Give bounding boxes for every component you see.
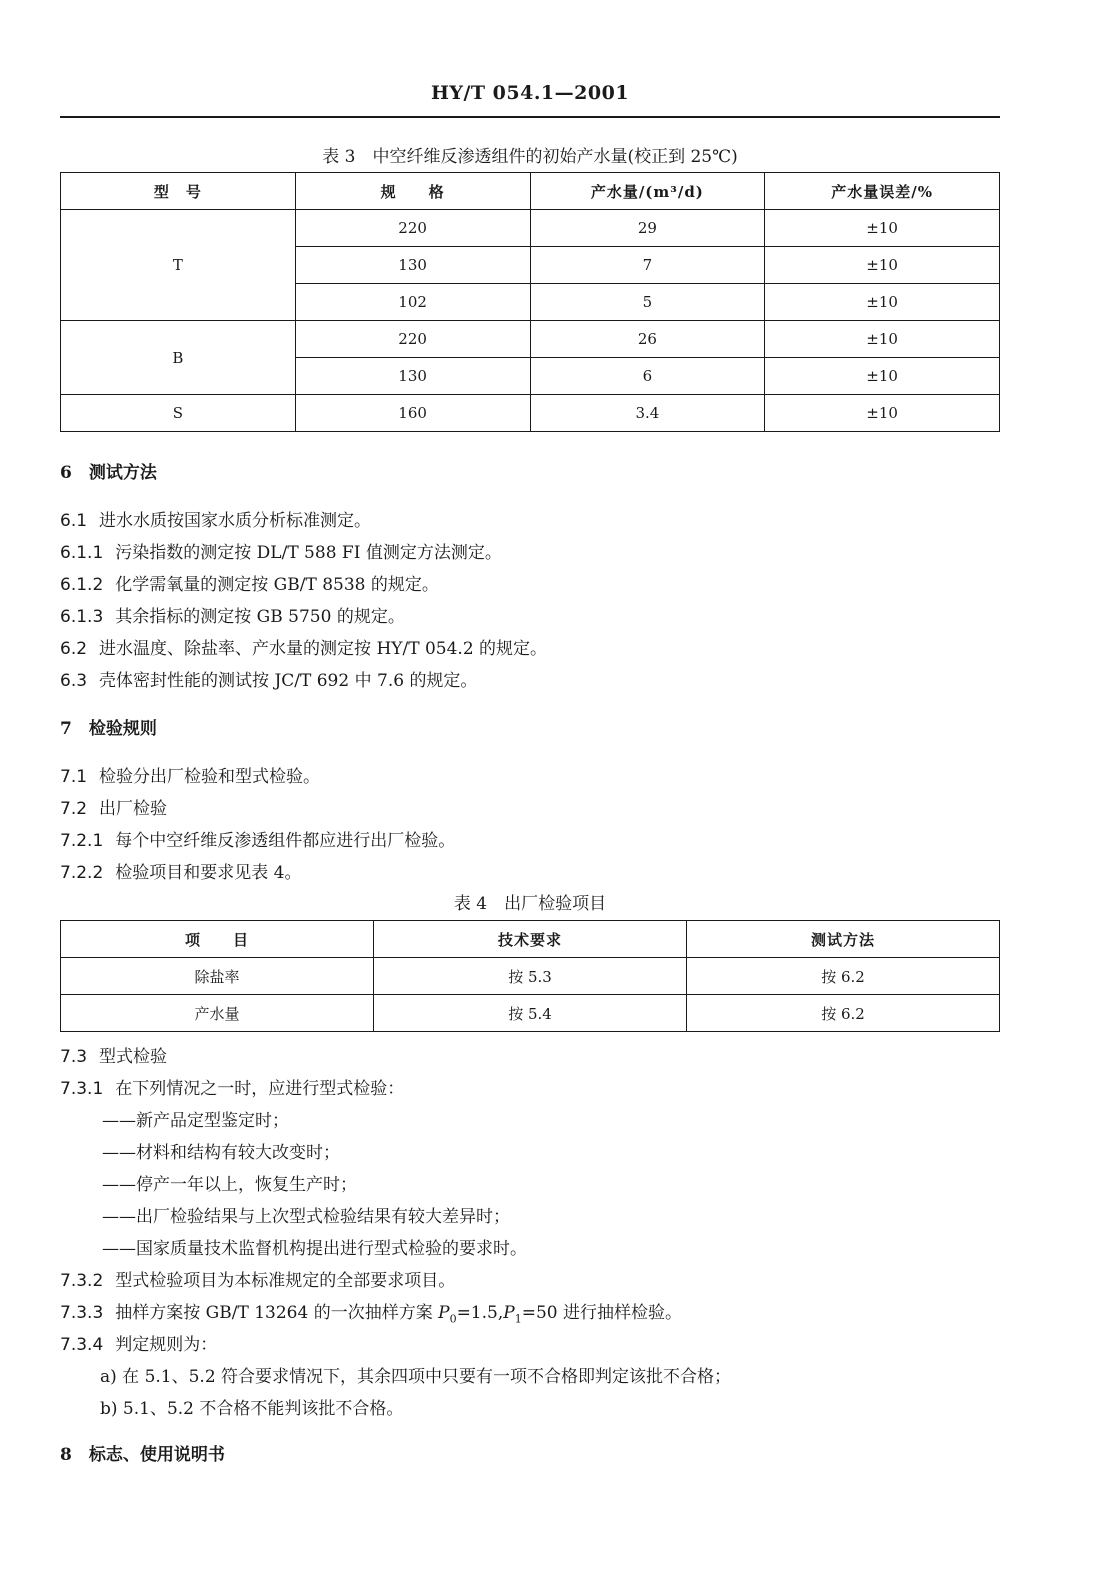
section-6-title: 6 测试方法 [60, 463, 157, 483]
table4 [60, 920, 1000, 1032]
clause-text-c: =50 进行抽样检验。 [521, 1303, 682, 1323]
clause-text: 进水温度、除盐率、产水量的测定按 HY/T 054.2 的规定。 [99, 639, 548, 659]
clause-num: 7.2 [60, 799, 88, 819]
table3-cell: 6 [530, 358, 765, 395]
clause-7-3-2 [60, 1266, 455, 1291]
table3-caption: 表 3 中空纤维反渗透组件的初始产水量(校正到 25℃) [322, 147, 738, 167]
table3-cell: 5 [530, 284, 765, 321]
table4-cell: 除盐率 [61, 958, 374, 995]
table4-cell: 按 6.2 [687, 958, 1000, 995]
var-p1-sub: 1 [514, 1312, 522, 1326]
table3-col-model: 型 号 [61, 173, 296, 210]
table4-caption: 表 4 出厂检验项目 [453, 894, 607, 914]
clause-num: 7.2.1 [60, 831, 104, 851]
clause-text: 型式检验 [99, 1047, 168, 1067]
clause-text: 其余指标的测定按 GB 5750 的规定。 [115, 607, 405, 627]
clause-text: 判定规则为： [115, 1335, 218, 1355]
table3-cell: 130 [295, 247, 530, 284]
table4-col-item: 项 目 [61, 921, 374, 958]
clause-text: 在下列情况之一时，应进行型式检验： [115, 1079, 405, 1099]
clause-7-3-3 [60, 1298, 682, 1325]
clause-7-1 [60, 762, 320, 787]
bullet-item: ——新产品定型鉴定时； [102, 1111, 289, 1131]
table3-cell: 3.4 [530, 395, 765, 432]
table4-col-method: 测试方法 [687, 921, 1000, 958]
table4-cell: 按 5.3 [374, 958, 687, 995]
clause-text: 化学需氧量的测定按 GB/T 8538 的规定。 [115, 575, 439, 595]
clause-6-2 [60, 634, 547, 659]
clause-num: 7.1 [60, 767, 88, 787]
bullet-item: ——停产一年以上，恢复生产时； [102, 1175, 357, 1195]
clause-num: 6.1.1 [60, 543, 104, 563]
clause-text: 每个中空纤维反渗透组件都应进行出厂检验。 [115, 831, 456, 851]
clause-text: 壳体密封性能的测试按 JC/T 692 中 7.6 的规定。 [99, 671, 478, 691]
clause-num: 7.3.1 [60, 1079, 104, 1099]
var-p0-sub: 0 [449, 1312, 457, 1326]
table3-cell: ±10 [765, 358, 1000, 395]
table3 [60, 172, 1000, 432]
clause-6-1-2 [60, 570, 439, 595]
clause-text: 检验项目和要求见表 4。 [115, 863, 302, 883]
table4-col-req: 技术要求 [374, 921, 687, 958]
table3-cell: ±10 [765, 395, 1000, 432]
table3-cell: ±10 [765, 247, 1000, 284]
table3-model-b: B [61, 321, 296, 395]
table3-cell: 220 [295, 210, 530, 247]
clause-6-1-3 [60, 602, 405, 627]
table3-header-row [61, 173, 1000, 210]
table-row [61, 321, 1000, 358]
bullet-item: ——出厂检验结果与上次型式检验结果有较大差异时； [102, 1207, 510, 1227]
table3-model-s: S [61, 395, 296, 432]
table-row [61, 210, 1000, 247]
table3-col-flow: 产水量/(m³/d) [530, 173, 765, 210]
table4-header-row [61, 921, 1000, 958]
table3-cell: 130 [295, 358, 530, 395]
clause-num: 6.1.2 [60, 575, 104, 595]
clause-num: 7.3 [60, 1047, 88, 1067]
clause-6-1-1 [60, 538, 502, 563]
table3-cell: 29 [530, 210, 765, 247]
clause-num: 6.3 [60, 671, 88, 691]
rule-a: a) 在 5.1、5.2 符合要求情况下，其余四项中只要有一项不合格即判定该批不合格； [100, 1367, 732, 1387]
clause-text-b: =1.5, [456, 1303, 504, 1323]
clause-text: 型式检验项目为本标准规定的全部要求项目。 [115, 1271, 456, 1291]
table3-cell: 102 [295, 284, 530, 321]
table3-col-spec: 规 格 [295, 173, 530, 210]
bullet-item: ——材料和结构有较大改变时； [102, 1143, 340, 1163]
clause-num: 6.1.3 [60, 607, 104, 627]
table3-cell: 7 [530, 247, 765, 284]
clause-6-3 [60, 666, 477, 691]
table4-cell: 按 6.2 [687, 995, 1000, 1032]
var-p1: P [503, 1303, 515, 1323]
table4-cell: 产水量 [61, 995, 374, 1032]
bullet-item: ——国家质量技术监督机构提出进行型式检验的要求时。 [102, 1239, 527, 1259]
var-p0: P [438, 1303, 450, 1323]
table4-cell: 按 5.4 [374, 995, 687, 1032]
clause-num: 7.3.3 [60, 1303, 104, 1323]
section-7-title: 7 检验规则 [60, 719, 157, 739]
clause-6-1 [60, 506, 371, 531]
table3-col-error: 产水量误差/% [765, 173, 1000, 210]
clause-7-3-4 [60, 1330, 217, 1355]
table-row [61, 958, 1000, 995]
clause-text: 进水水质按国家水质分析标准测定。 [99, 511, 372, 531]
section-8-title: 8 标志、使用说明书 [60, 1445, 225, 1465]
page-header-title: HY/T 054.1—2001 [430, 82, 630, 104]
table3-cell: 26 [530, 321, 765, 358]
clause-num: 7.3.4 [60, 1335, 104, 1355]
clause-num: 7.3.2 [60, 1271, 104, 1291]
table3-cell: 160 [295, 395, 530, 432]
clause-num: 7.2.2 [60, 863, 104, 883]
table3-cell: ±10 [765, 210, 1000, 247]
table3-cell: 220 [295, 321, 530, 358]
clause-7-2-2 [60, 858, 302, 883]
table3-model-t: T [61, 210, 296, 321]
table-row [61, 395, 1000, 432]
rule-b: b) 5.1、5.2 不合格不能判该批不合格。 [100, 1399, 404, 1419]
clause-text: 出厂检验 [99, 799, 168, 819]
clause-text: 污染指数的测定按 DL/T 588 FI 值测定方法测定。 [115, 543, 502, 563]
clause-num: 6.1 [60, 511, 88, 531]
clause-7-3-1 [60, 1074, 404, 1099]
clause-text: 检验分出厂检验和型式检验。 [99, 767, 321, 787]
clause-7-3 [60, 1042, 167, 1067]
table3-cell: ±10 [765, 321, 1000, 358]
clause-num: 6.2 [60, 639, 88, 659]
clause-7-2 [60, 794, 167, 819]
table3-cell: ±10 [765, 284, 1000, 321]
table-row [61, 995, 1000, 1032]
header-rule [60, 116, 1000, 118]
clause-text-a: 抽样方案按 GB/T 13264 的一次抽样方案 [115, 1303, 439, 1323]
clause-7-2-1 [60, 826, 455, 851]
